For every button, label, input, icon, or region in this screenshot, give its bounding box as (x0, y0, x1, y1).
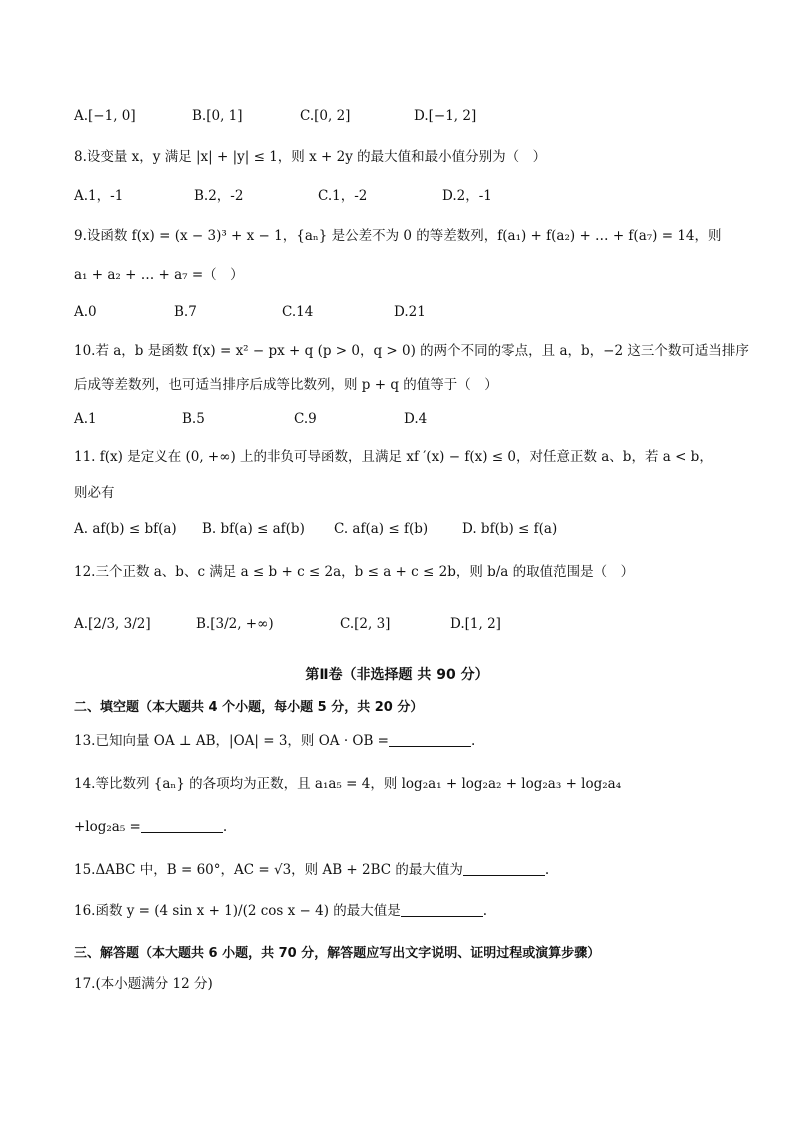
question-11-line-1: 11. f(x) 是定义在 (0, +∞) 上的非负可导函数，且满足 xf ′(x) − f(x) ≤ 0，对任意正数 a、b，若 a < b， (74, 449, 713, 465)
q9-option-c: C.14 (282, 304, 314, 320)
question-16: 16.函数 y = (4 sin x + 1)/(2 cos x − 4) 的最大值是 . (74, 903, 488, 919)
q7-option-b: B.[0, 1] (192, 108, 243, 124)
q8-option-b: B.2，-2 (194, 188, 244, 204)
answer-blank[interactable] (463, 861, 545, 876)
q11-option-d: D. bf(b) ≤ f(a) (462, 521, 558, 537)
q10-option-d: D.4 (404, 411, 428, 427)
q7-option-c: C.[0, 2] (300, 108, 351, 124)
q10-option-a: A.1 (74, 411, 97, 427)
q12-option-b: B.[3/2, +∞) (196, 616, 274, 632)
question-11-line-2: 则必有 (74, 485, 115, 501)
q8-option-c: C.1，-2 (318, 188, 368, 204)
q10-option-b: B.5 (182, 411, 205, 427)
question-10-line-2: 后成等差数列，也可适当排序后成等比数列，则 p + q 的值等于（ ） (74, 377, 498, 393)
q8-option-a: A.1，-1 (74, 188, 124, 204)
question-13: 13.已知向量 OA ⊥ AB，|OA| = 3，则 OA · OB = . (74, 733, 476, 749)
q7-option-a: A.[−1, 0] (74, 108, 136, 124)
question-15: 15.ΔABC 中，B = 60°，AC = √3，则 AB + 2BC 的最大值为 . (74, 862, 550, 878)
answer-blank[interactable] (401, 902, 483, 917)
question-14-line-2: +log₂a₅ = . (74, 819, 228, 835)
question-14-line-1: 14.等比数列 {aₙ} 的各项均为正数，且 a₁a₅ = 4，则 log₂a₁ + log₂a₂ + log₂a₃ + log₂a₄ (74, 776, 622, 792)
question-17: 17.(本小题满分 12 分) (74, 976, 213, 992)
answer-blank[interactable] (141, 818, 223, 833)
question-10-line-1: 10.若 a，b 是函数 f(x) = x² − px + q (p > 0，q > 0) 的两个不同的零点，且 a，b，−2 这三个数可适当排序 (74, 343, 749, 359)
question-13-text: 13.已知向量 OA ⊥ AB，|OA| = 3，则 OA · OB = (74, 733, 389, 749)
q8-option-d: D.2，-1 (442, 188, 492, 204)
question-9-line-2: a₁ + a₂ + … + a₇ =（ ） (74, 267, 244, 283)
question-9-line-1: 9.设函数 f(x) = (x − 3)³ + x − 1，{aₙ} 是公差不为 0 的等差数列，f(a₁) + f(a₂) + … + f(a₇) = 14，则 (74, 228, 722, 244)
part-2-title: 第Ⅱ卷（非选择题 共 90 分） (305, 667, 489, 683)
question-12: 12.三个正数 a、b、c 满足 a ≤ b + c ≤ 2a，b ≤ a + c ≤ 2b，则 b/a 的取值范围是（ ） (74, 564, 635, 580)
q12-option-d: D.[1, 2] (450, 616, 501, 632)
q9-option-b: B.7 (174, 304, 197, 320)
solve-section-heading: 三、解答题（本大题共 6 小题，共 70 分，解答题应写出文字说明、证明过程或演算步骤） (74, 946, 601, 961)
q11-option-c: C. af(a) ≤ f(b) (334, 521, 429, 537)
answer-blank[interactable] (389, 732, 471, 747)
q11-option-a: A. af(b) ≤ bf(a) (74, 521, 177, 537)
question-8: 8.设变量 x，y 满足 |x| + |y| ≤ 1，则 x + 2y 的最大值和最小值分别为（ ） (74, 149, 547, 165)
q11-option-b: B. bf(a) ≤ af(b) (202, 521, 305, 537)
q12-option-a: A.[2/3, 3/2] (74, 616, 151, 632)
q7-option-d: D.[−1, 2] (414, 108, 477, 124)
q9-option-a: A.0 (74, 304, 97, 320)
question-14-text: +log₂a₅ = (74, 819, 141, 835)
q12-option-c: C.[2, 3] (340, 616, 391, 632)
question-16-text: 16.函数 y = (4 sin x + 1)/(2 cos x − 4) 的最大值是 (74, 903, 401, 919)
question-15-text: 15.ΔABC 中，B = 60°，AC = √3，则 AB + 2BC 的最大值为 (74, 862, 463, 878)
q10-option-c: C.9 (294, 411, 317, 427)
fill-in-section-heading: 二、填空题（本大题共 4 个小题，每小题 5 分，共 20 分） (74, 700, 424, 715)
q9-option-d: D.21 (394, 304, 426, 320)
